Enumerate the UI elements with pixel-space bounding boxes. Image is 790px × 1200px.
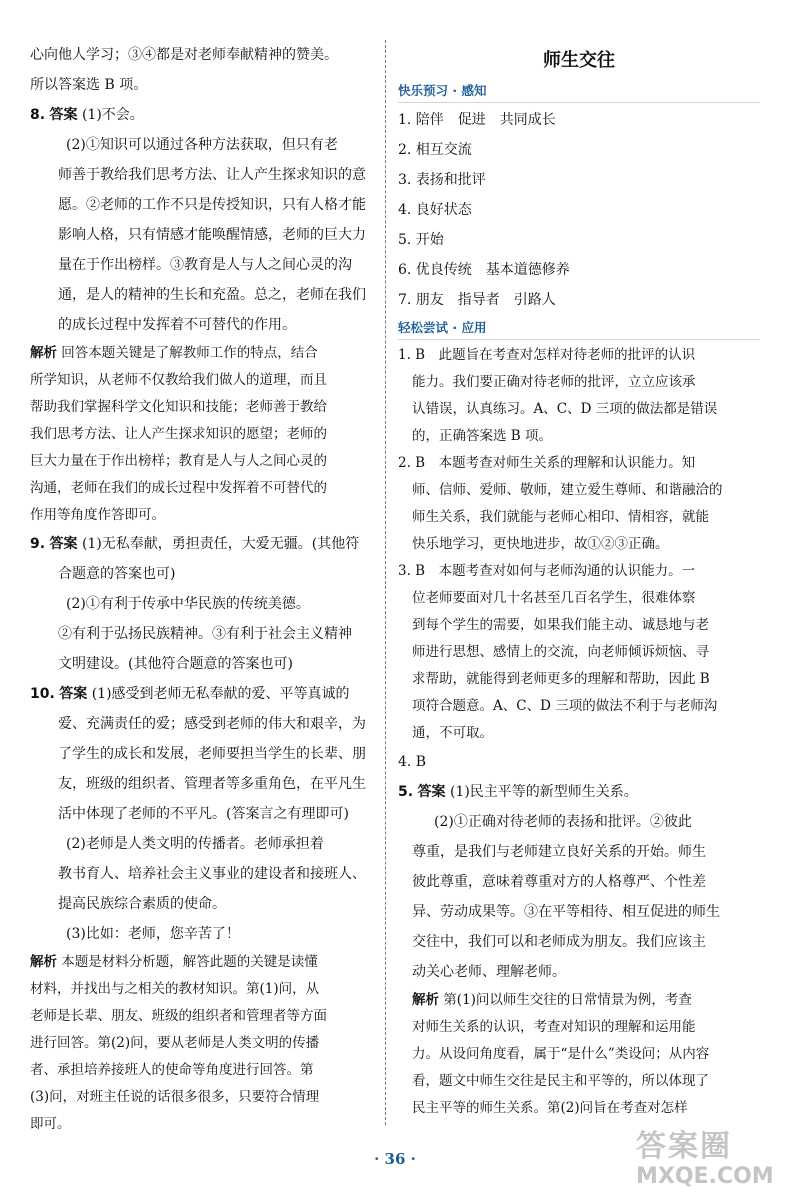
- preview-item: 5. 开始: [398, 232, 444, 248]
- practice-question-4: 4. B: [398, 754, 427, 770]
- question-number: 8.: [30, 107, 46, 123]
- text-line: 认错误，认真练习。A、C、D 三项的做法都是错误: [412, 401, 718, 417]
- text-line: 到每个学生的需要，如果我们能主动、诚恳地与老: [412, 617, 709, 633]
- analysis-text: 进行回答。第(2)问，要从老师是人类文明的传播: [30, 1035, 320, 1051]
- text-line: 2. B 本题考查对师生关系的理解和认识能力。知: [398, 455, 696, 471]
- analysis-text: 作用等角度作答即可。: [30, 507, 165, 523]
- analysis-line: [30, 949, 390, 976]
- text-line: 心向他人学习；③④都是对老师奉献精神的赞美。: [30, 47, 338, 63]
- section-title: 师生交往: [543, 50, 615, 71]
- text-line: 影响人格，只有情感才能唤醒情感，老师的巨大力: [58, 227, 366, 243]
- text-line: 求帮助，就能得到老师更多的理解和帮助，因此 B: [412, 671, 710, 687]
- analysis-line: [398, 987, 760, 1014]
- page-number: · 36 ·: [374, 1150, 416, 1168]
- analysis-text: 我们思考方法、让人产生探求知识的愿望；老师的: [30, 426, 327, 442]
- text-line: (2)①正确对待老师的表扬和批评。②彼此: [434, 814, 692, 830]
- text-line: 项符合题意。A、C、D 三项的做法不利于与老师沟: [412, 698, 718, 714]
- practice-question-1: [398, 342, 760, 450]
- text-line: 3. B 本题考查对如何与老师沟通的认识能力。一: [398, 563, 696, 579]
- practice-question-3: [398, 558, 760, 747]
- text-line: 量在于作出榜样。③教育是人与人之间心灵的沟: [58, 257, 352, 273]
- text-line: (3)比如：老师，您辛苦了！: [66, 926, 240, 942]
- analysis-text: (3)问，对班主任说的话很多很多，只要符合情理: [30, 1089, 320, 1105]
- answer-line: [30, 100, 390, 130]
- analysis-label: 解析: [412, 992, 439, 1008]
- answer-text: (1)感受到老师无私奉献的爱、平等真诚的: [91, 686, 350, 702]
- answer-label: 答案: [59, 686, 88, 702]
- preview-item: 1. 陪伴 促进 共同成长: [398, 112, 556, 128]
- answer-label: 答案: [49, 536, 78, 552]
- answer-text: (1)民主平等的新型师生关系。: [449, 784, 638, 800]
- text-line: (2)①知识可以通过各种方法获取，但只有老: [66, 137, 338, 153]
- watermark-url: MXQE.COM: [636, 1164, 774, 1189]
- analysis-text: 老师是长辈、朋友、班级的组织者和管理者等方面: [30, 1008, 327, 1024]
- analysis-label: 解析: [30, 345, 57, 361]
- analysis-text: 看，题文中师生交往是民主和平等的，所以体现了: [412, 1073, 709, 1089]
- analysis-label: 解析: [30, 954, 57, 970]
- question-number: 9.: [30, 536, 46, 552]
- text-line: 了学生的成长和发展，老师要担当学生的长辈、朋: [58, 746, 366, 762]
- section-heading-practice: 轻松尝试 · 应用: [398, 317, 760, 340]
- text-line: 爱、充满责任的爱；感受到老师的伟大和艰辛，为: [58, 716, 366, 732]
- text-line: 师生关系，我们就能与老师心相印、情相容，就能: [412, 509, 709, 525]
- preview-item: 3. 表扬和批评: [398, 172, 486, 188]
- preview-item: 7. 朋友 指导者 引路人: [398, 292, 556, 308]
- text-line: 友，班级的组织者、管理者等多重角色，在平凡生: [58, 776, 366, 792]
- analysis-text: 民主平等的师生关系。第(2)问旨在考查对怎样: [412, 1100, 688, 1116]
- answer-line: [30, 529, 390, 559]
- answer-text: (1)不会。: [81, 107, 144, 123]
- text-line: 通，是人的精神的生长和充盈。总之，老师在我们: [58, 287, 366, 303]
- analysis-line: [30, 340, 390, 367]
- answer-label: 答案: [49, 107, 78, 123]
- text-line: 异、劳动成果等。③在平等相待、相互促进的师生: [412, 904, 720, 920]
- analysis-text: 沟通，老师在我们的成长过程中发挥着不可替代的: [30, 480, 327, 496]
- analysis-text: 所学知识，从老师不仅教给我们做人的道理，而且: [30, 372, 327, 388]
- practice-question-5: [398, 777, 760, 1122]
- text-line: (2)①有利于传承中华民族的传统美德。: [66, 596, 310, 612]
- text-line: 所以答案选 B 项。: [30, 77, 148, 93]
- analysis-text: 帮助我们掌握科学文化知识和技能；老师善于教给: [30, 399, 327, 415]
- text-line: 的成长过程中发挥着不可替代的作用。: [58, 317, 296, 333]
- analysis-text: 本题是材料分析题，解答此题的关键是读懂: [61, 954, 318, 970]
- question-9: [30, 529, 390, 679]
- text-line: 师善于教给我们思考方法、让人产生探求知识的意: [58, 167, 366, 183]
- answer-label: 答案: [417, 784, 446, 800]
- text-line: 快乐地学习，更快地进步，故①②③正确。: [412, 536, 669, 552]
- answer-line: [398, 777, 760, 807]
- practice-question-2: [398, 450, 760, 558]
- text-line: (2)老师是人类文明的传播者。老师承担着: [66, 836, 324, 852]
- analysis-text: 巨大力量在于作出榜样；教育是人与人之间心灵的: [30, 453, 327, 469]
- watermark-logo: [636, 1130, 774, 1190]
- text-line: 师、信师、爱师、敬师，建立爱生尊师、和谐融洽的: [412, 482, 723, 498]
- analysis-text: 者、承担培养接班人的使命等角度进行回答。第: [30, 1062, 314, 1078]
- text-line: 通，不可取。: [412, 725, 493, 741]
- answer-line: [30, 679, 390, 709]
- text-line: 教书育人、培养社会主义事业的建设者和接班人、: [58, 866, 366, 882]
- text-line: 能力。我们要正确对待老师的批评，立立应该承: [412, 374, 696, 390]
- text-line: 师进行思想、感情上的交流，向老师倾诉烦恼、寻: [412, 644, 709, 660]
- preview-item: 4. 良好状态: [398, 202, 472, 218]
- analysis-text: 即可。: [30, 1116, 71, 1132]
- analysis-text: 第(1)问以师生交往的日常情景为例，考查: [443, 992, 692, 1008]
- watermark-text: 答案圈: [636, 1129, 732, 1164]
- text-line: 彼此尊重，意味着尊重对方的人格尊严、个性差: [412, 874, 706, 890]
- text-line: 尊重，是我们与老师建立良好关系的开始。师生: [412, 844, 706, 860]
- text-line: 动关心老师、理解老师。: [412, 964, 566, 980]
- preview-item: 6. 优良传统 基本道德修养: [398, 262, 570, 278]
- right-column: [398, 40, 760, 1122]
- answer-text: (1)无私奉献，勇担责任，大爱无疆。(其他符: [81, 536, 360, 552]
- text-line: 1. B 此题旨在考查对怎样对待老师的批评的认识: [398, 347, 696, 363]
- question-10: [30, 679, 390, 1138]
- question-8: [30, 100, 390, 529]
- analysis-text: 材料，并找出与之相关的教材知识。第(1)问，从: [30, 981, 320, 997]
- question-number: 10.: [30, 686, 55, 702]
- analysis-text: 力。从设问角度看，属于“是什么”类设问；从内容: [412, 1046, 710, 1062]
- left-column: [30, 40, 390, 1138]
- text-line: ②有利于弘扬民族精神。③有利于社会主义精神: [58, 626, 352, 642]
- text-line: 位老师要面对几十名甚至几百名学生，很难体察: [412, 590, 696, 606]
- analysis-text: 对师生关系的认识，考查对知识的理解和运用能: [412, 1019, 696, 1035]
- text-line: 文明建设。(其他符合题意的答案也可): [58, 656, 293, 672]
- text-line: 活中体现了老师的不平凡。(答案言之有理即可): [58, 806, 349, 822]
- text-line: 提高民族综合素质的使命。: [58, 896, 226, 912]
- text-line: 的，正确答案选 B 项。: [412, 428, 553, 444]
- text-line: 合题意的答案也可): [58, 566, 176, 582]
- section-heading-preview: 快乐预习 · 感知: [398, 80, 760, 103]
- analysis-text: 回答本题关键是了解教师工作的特点，结合: [61, 345, 318, 361]
- text-line: 交往中，我们可以和老师成为朋友。我们应该主: [412, 934, 706, 950]
- text-line: 愿。②老师的工作不只是传授知识，只有人格才能: [58, 197, 366, 213]
- question-number: 5.: [398, 784, 414, 800]
- preview-item: 2. 相互交流: [398, 142, 472, 158]
